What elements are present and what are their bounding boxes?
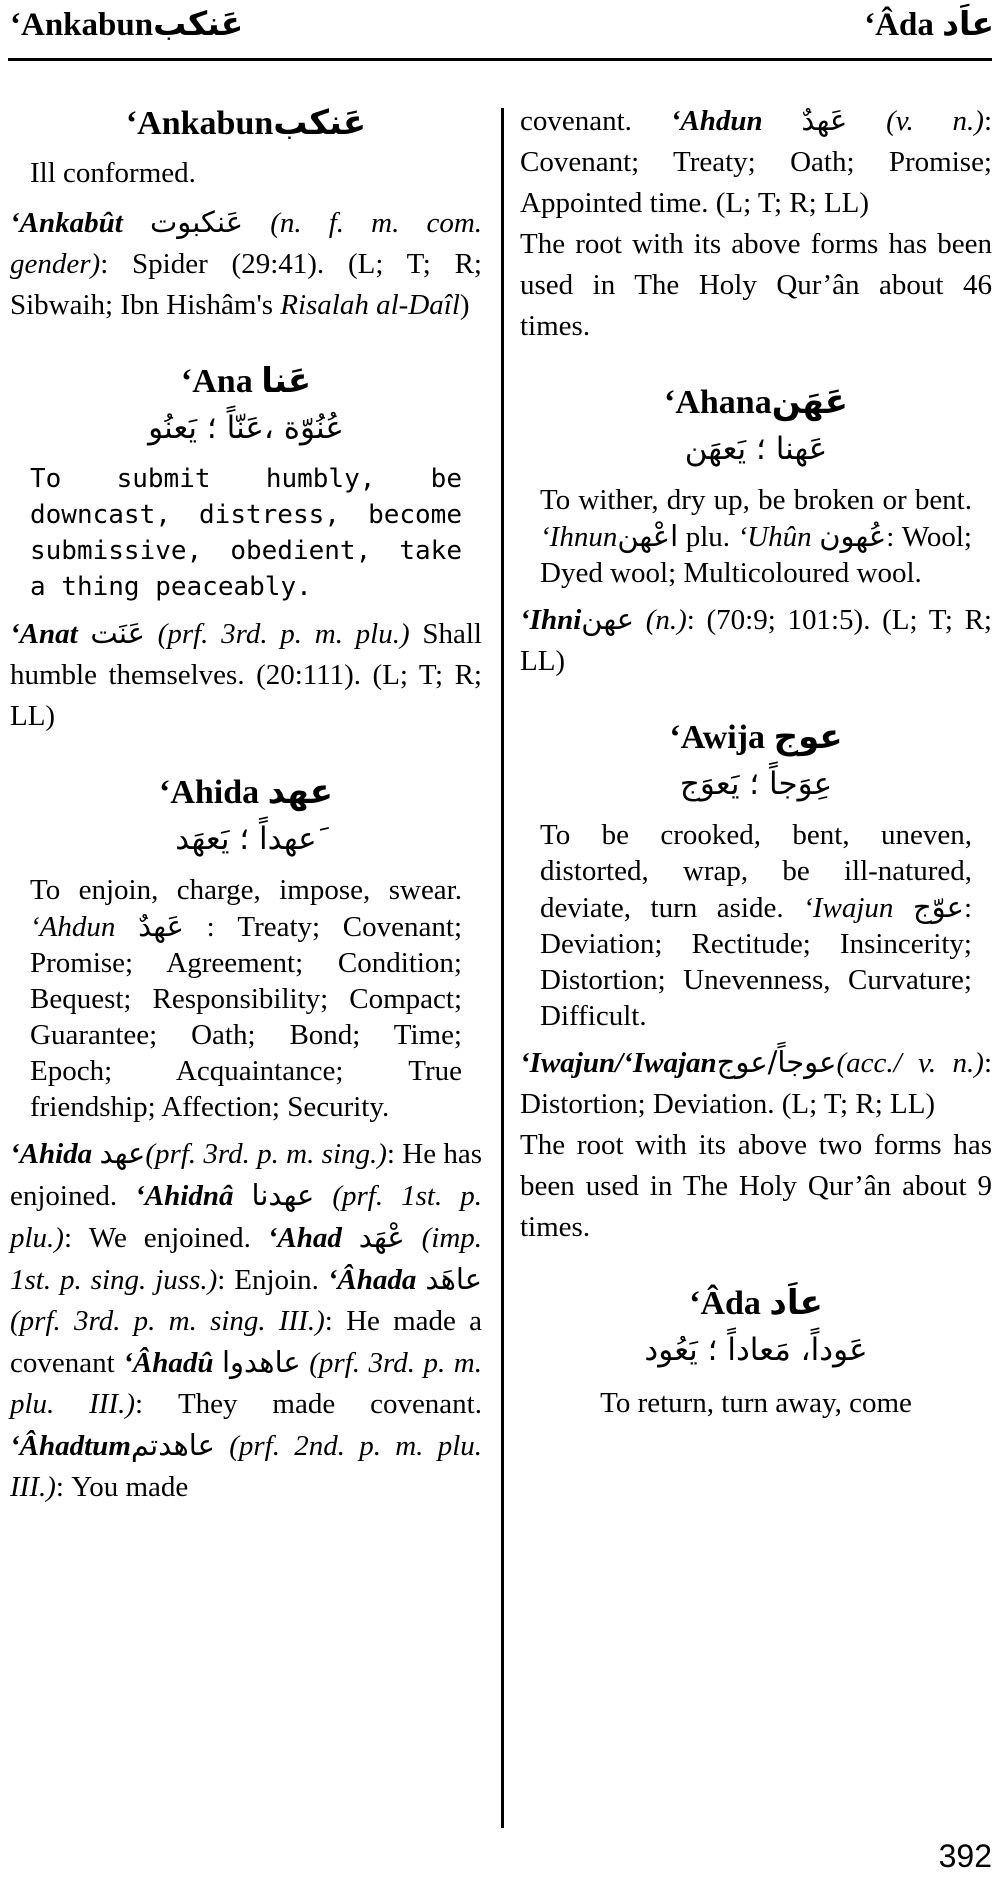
- entry-heading: [10, 358, 482, 405]
- header-right-arabic: عاَد: [942, 4, 994, 43]
- entry-arabic: عَهَن: [771, 382, 848, 422]
- entry-definition: To return, turn away, come: [600, 1387, 912, 1419]
- usage-note: The root with its above two forms has been used in The Holy Qur’ân about 9 times.: [520, 1129, 992, 1243]
- grammar-note: (prf. 3rd. p. m. sing. III.): [10, 1305, 325, 1337]
- entry-forms-paragraph: [520, 1042, 992, 1125]
- header-left-translit: ‘Ankabun: [10, 7, 154, 43]
- form-translit: ‘Ankabût: [10, 207, 123, 239]
- form-translit: ‘Ahdun: [30, 911, 116, 943]
- form-arabic: عهدنا: [251, 1178, 315, 1212]
- entry-heading: [520, 714, 992, 761]
- grammar-note: (v. n.): [886, 105, 984, 137]
- entry-definition: To submit humbly, be downcast, distress, become submissive, obedient, take a thing peaceably.: [30, 464, 462, 602]
- form-arabic: اعْهن: [617, 519, 679, 553]
- form-arabic: عَهدٌ: [801, 103, 848, 137]
- definition-text: : Wool; Dyed wool; Multicoloured wool.: [540, 521, 972, 589]
- entry-forms-paragraph: [10, 202, 482, 326]
- running-header-left: [10, 4, 243, 44]
- entry-verb-forms: عِوَجاً ؛ يَعوَج: [679, 766, 833, 802]
- page-number: 392: [938, 1838, 992, 1874]
- grammar-note: (n.): [645, 604, 687, 636]
- form-translit: ‘Âhada: [327, 1264, 417, 1296]
- form-gloss: : We enjoined.: [63, 1222, 268, 1254]
- grammar-note: (prf. 2nd. p. m. plu. III.): [10, 1430, 483, 1503]
- entry-arabic: عاَد: [769, 1283, 823, 1323]
- grammar-note: (prf. 1st. p. plu.): [10, 1180, 482, 1254]
- left-column: [10, 88, 482, 1508]
- grammar-note: (n. f. m. com. gender): [10, 207, 483, 280]
- form-translit: ‘Ahida: [10, 1138, 93, 1170]
- form-arabic: عاهدوا: [222, 1345, 301, 1379]
- form-translit: ‘Âhadû: [123, 1347, 214, 1379]
- grammar-note: (imp. 1st. p. sing. juss.): [10, 1222, 483, 1296]
- header-right-translit: ‘Âda: [864, 7, 934, 43]
- form-translit: ‘Anat: [10, 618, 78, 650]
- form-gloss: : You made: [55, 1471, 189, 1503]
- entry-translit: ‘Ahida: [159, 774, 260, 811]
- form-translit: ‘Ahidnâ: [135, 1180, 234, 1212]
- entry-heading: [10, 769, 482, 816]
- header-left-arabic: عَنكب: [153, 4, 244, 43]
- form-arabic: عهن: [581, 602, 635, 636]
- definition-text: plu.: [678, 521, 738, 553]
- form-gloss: : Spider (29:41). (L; T; R; Sibwaih; Ibn Hishâm's: [10, 248, 482, 321]
- entry-verb-forms: َعهداً ؛ يَعهَد: [175, 821, 317, 857]
- grammar-note: (acc./ v. n.): [836, 1047, 984, 1079]
- form-gloss: : He has enjoined.: [10, 1138, 482, 1212]
- form-gloss: ): [459, 289, 470, 321]
- form-translit: ‘Iwajun/‘Iwajan: [520, 1047, 717, 1079]
- header-rule: [8, 58, 992, 61]
- usage-note: The root with its above forms has been used in The Holy Qur’ân about 46 times.: [520, 228, 992, 342]
- entry-heading: [10, 100, 482, 147]
- definition-text: To enjoin, charge, impose, swear.: [30, 874, 462, 906]
- form-translit: ‘Âhadtum: [10, 1430, 131, 1462]
- form-arabic: عُهون: [819, 519, 887, 553]
- source-title: Risalah al-Daîl: [280, 289, 460, 321]
- definition-text: To be crooked, bent, uneven, distorted, wrap, be ill-natured, deviate, turn aside.: [540, 819, 972, 924]
- form-translit: ‘Uhûn: [737, 521, 812, 553]
- running-header-right: [864, 4, 994, 44]
- form-gloss: : Covenant; Treaty; Oath; Promise; Appointed time. (L; T; R; LL): [520, 105, 992, 219]
- entry-verb-forms: عَوداً، مَعاداً ؛ يَعُود: [644, 1332, 868, 1368]
- form-gloss: covenant.: [520, 105, 671, 137]
- entry-translit: ‘Âda: [689, 1285, 761, 1322]
- entry-definition: [520, 817, 992, 1034]
- form-gloss: : He made a covenant: [10, 1305, 483, 1379]
- form-arabic: عْهَد: [358, 1220, 405, 1254]
- grammar-note: (prf. 3rd. p. m. plu.): [157, 618, 410, 650]
- entry-translit: ‘Awija: [669, 719, 766, 756]
- entry-arabic: عَنا: [261, 361, 312, 401]
- entry-translit: ‘Ankabun: [125, 105, 274, 142]
- form-translit: ‘Ihni: [520, 604, 582, 636]
- form-arabic: عَنَت: [90, 616, 145, 650]
- form-arabic: عوجاً/عوج: [716, 1045, 837, 1079]
- form-arabic: عَنكبوت: [149, 205, 244, 239]
- definition-text: : Treaty; Covenant; Promise; Agreement; Condition; Bequest; Responsibility; Compact; Guarantee; Oath; Bond; Time; Epoch; Acquaintance; True friendship; Affection; Security.: [30, 911, 462, 1123]
- form-arabic: عوّج: [912, 890, 964, 924]
- definition-text: : Deviation; Rectitude; Insincerity; Distortion; Unevenness, Curvature; Difficult.: [540, 892, 973, 1032]
- entry-arabic: عوج: [773, 717, 843, 757]
- form-gloss: Shall humble themselves. (20:111). (L; T; R; LL): [10, 618, 482, 732]
- form-translit: ‘Ahdun: [670, 105, 763, 137]
- entry-translit: ‘Ana: [180, 363, 253, 400]
- form-arabic: عاهَد: [425, 1262, 482, 1296]
- definition-text: To wither, dry up, be broken or bent.: [540, 484, 972, 516]
- entry-arabic: عهد: [267, 772, 333, 812]
- entry-definition: [520, 482, 992, 591]
- column-divider: [501, 108, 504, 1828]
- form-gloss: : Distortion; Deviation. (L; T; R; LL): [520, 1047, 992, 1120]
- entry-verb-forms: عُنُوّة ،عَنّاً ؛ يَعنُو: [148, 410, 344, 446]
- grammar-note: (prf. 3rd. p. m. sing.): [145, 1138, 387, 1170]
- entry-forms-paragraph: [520, 599, 992, 682]
- entry-translit: ‘Ahana: [664, 384, 772, 421]
- entry-forms-paragraph: [10, 1133, 482, 1508]
- form-gloss: : (70:9; 101:5). (L; T; R; LL): [520, 604, 992, 677]
- form-translit: ‘Ihnun: [540, 521, 618, 553]
- entry-definition: Ill conformed.: [30, 157, 196, 189]
- form-translit: ‘Ahad: [267, 1222, 342, 1254]
- right-column: [520, 100, 992, 1424]
- entry-forms-paragraph: [10, 613, 482, 737]
- form-gloss: : Enjoin.: [217, 1264, 328, 1296]
- grammar-note: (prf. 3rd. p. m. plu. III.): [10, 1347, 482, 1420]
- form-arabic: عاهدتم: [130, 1428, 215, 1462]
- form-translit: ‘Iwajun: [803, 892, 894, 924]
- form-gloss: : They made covenant.: [135, 1388, 482, 1420]
- form-arabic: عهد: [99, 1136, 146, 1170]
- entry-heading: [520, 379, 992, 426]
- form-arabic: عَهدٌ: [138, 909, 184, 943]
- entry-verb-forms: عَهنا ؛ يَعهَن: [684, 431, 828, 467]
- entry-heading: [520, 1280, 992, 1327]
- continued-paragraph: [520, 100, 992, 224]
- entry-definition: [10, 872, 482, 1125]
- entry-arabic: عَنكب: [273, 103, 367, 143]
